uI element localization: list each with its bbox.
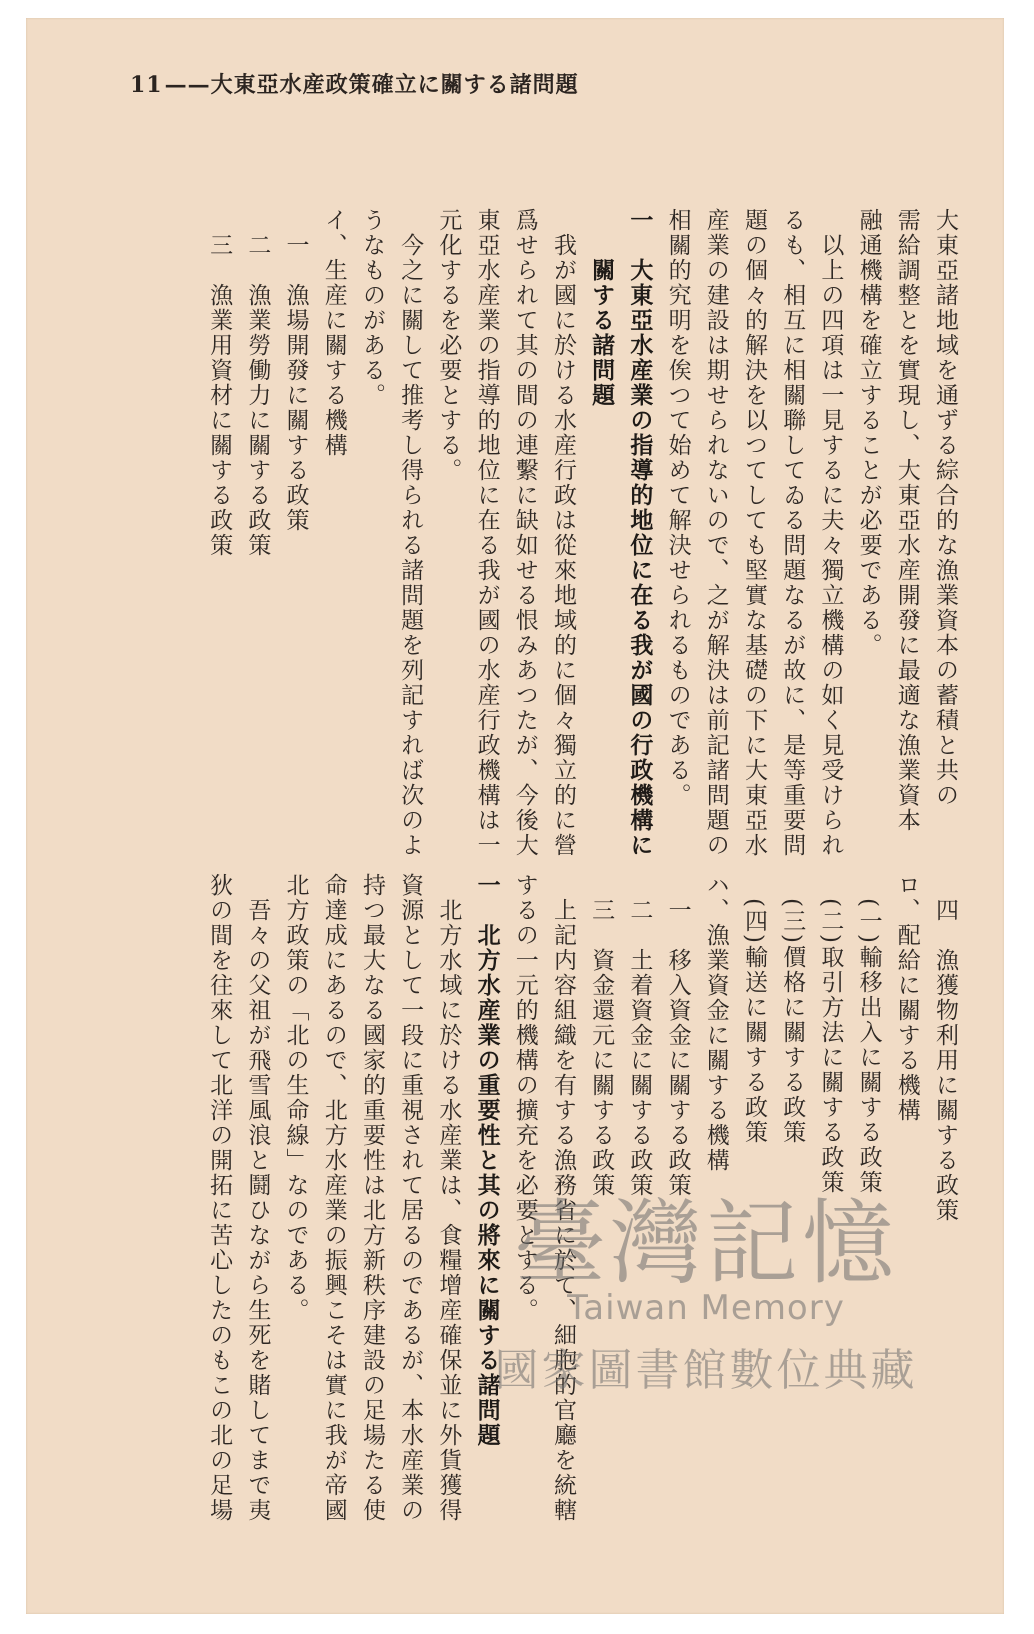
text-column: 北方水域に於ける水産業は、食糧增産確保並に外貨獲得 — [435, 873, 462, 1523]
text-column: ロ、配給に關する機構 — [893, 873, 920, 1123]
watermark-english: Taiwan Memory — [567, 1288, 845, 1329]
text-column: 關する諸問題 — [588, 208, 616, 408]
text-column: 大東亞諸地域を通ずる綜合的な漁業資本の蓄積と共の — [932, 208, 958, 808]
text-column: 四 漁獲物利用に關する政策 — [932, 873, 958, 1223]
text-column: 狄の間を往來して北洋の開拓に苦心したのもこの北の足場 — [206, 873, 233, 1523]
text-column: 一 移入資金に關する政策 — [664, 873, 691, 1198]
text-column: 東亞水産業の指導的地位に在る我が國の水産行政機構は一 — [473, 208, 500, 858]
text-column: 融通機構を確立することが必要である。 — [855, 208, 882, 658]
text-column: するの一元的機構の擴充を必要とする。 — [511, 873, 538, 1323]
text-column: (一)輸移出入に關する政策 — [855, 873, 882, 1195]
text-column: 吾々の父祖が飛雪風浪と鬪ひながら生死を賭してまで夷 — [244, 873, 271, 1523]
text-column: 持つ最大なる國家的重要性は北方新秩序建設の足場たる使 — [358, 873, 385, 1523]
text-column: 一 漁場開發に關する政策 — [282, 208, 309, 533]
page-number: 11 — [130, 72, 163, 98]
text-column: 三 漁業用資材に關する政策 — [206, 208, 233, 558]
text-column: 我が國に於ける水産行政は從來地域的に個々獨立的に營 — [549, 208, 576, 858]
text-column: 資源として一段に重視されて居るのであるが、本水産業の — [397, 873, 424, 1523]
text-column: るも、相互に相關聯してゐる問題なるが故に、是等重要問 — [779, 208, 806, 858]
text-column: 爲せられて其の間の連繫に缺如せる恨みあつたが、今後大 — [511, 208, 538, 858]
text-column: 二 土着資金に關する政策 — [626, 873, 653, 1198]
text-column: 題の個々的解決を以つてしても堅實な基礎の下に大東亞水 — [740, 208, 767, 858]
text-column: イ、生産に關する機構 — [320, 208, 347, 458]
text-column: (三)價格に關する政策 — [779, 873, 806, 1145]
text-column: うなものがある。 — [358, 208, 385, 408]
text-column: 三 資金還元に關する政策 — [588, 873, 615, 1198]
text-column: 以上の四項は一見するに夫々獨立機構の如く見受けられ — [817, 208, 844, 858]
text-column: 相關的究明を俟つて始めて解決せられるものである。 — [664, 208, 691, 808]
text-column: (二)取引方法に關する政策 — [817, 873, 844, 1195]
running-header — [130, 68, 579, 99]
text-block-upper — [200, 208, 964, 858]
text-column: 需給調整とを實現し、大東亞水産開發に最適な漁業資本 — [893, 208, 920, 833]
text-column: 一 北方水産業の重要性と其の將來に關する諸問題 — [473, 873, 501, 1448]
text-column: 一 大東亞水産業の指導的地位に在る我が國の行政機構に — [626, 208, 654, 858]
text-column: 命達成にあるので、北方水産業の振興こそは實に我が帝國 — [320, 873, 347, 1523]
text-column: 北方政策の「北の生命線」なのである。 — [282, 873, 309, 1323]
text-column: (四)輸送に關する政策 — [740, 873, 767, 1145]
text-column: ハ、漁業資金に關する機構 — [702, 873, 729, 1173]
text-column: 二 漁業勞働力に關する政策 — [244, 208, 271, 558]
book-page — [26, 18, 1004, 1614]
running-title: ——大東亞水産政策確立に關する諸問題 — [164, 72, 579, 98]
text-column: 上記内容組織を有する漁務省に於て、細胞的官廳を統轄 — [549, 873, 576, 1523]
text-column: 今之に關して推考し得られる諸問題を列記すれば次のよ — [397, 208, 424, 858]
watermark-chinese: 國家圖書館數位典藏 — [494, 1345, 918, 1397]
watermark — [446, 1190, 966, 1398]
text-column: 元化するを必要とする。 — [435, 208, 462, 483]
text-column: 産業の建設は期せられないので、之が解決は前記諸問題の — [702, 208, 729, 858]
watermark-logo-text: 臺灣記憶 — [513, 1190, 898, 1297]
